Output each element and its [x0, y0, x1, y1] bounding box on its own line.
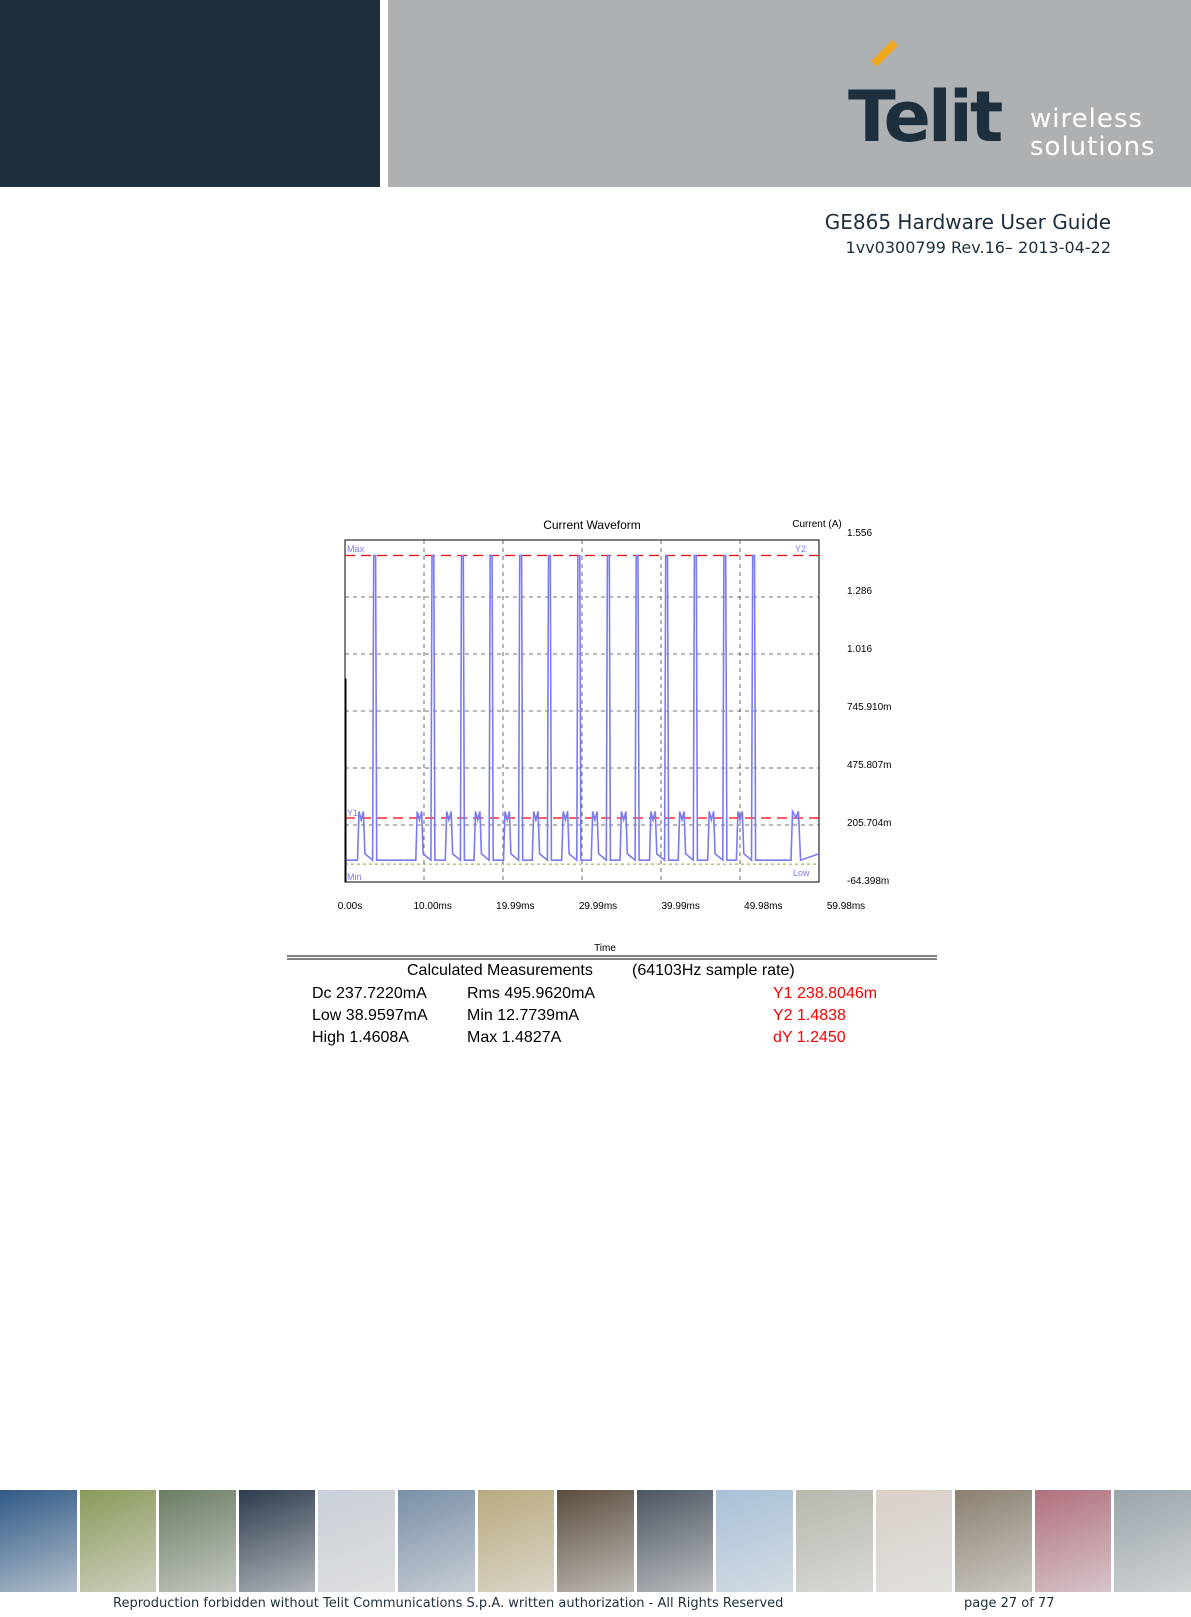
footer-photo-tile	[1114, 1490, 1191, 1592]
burst-peak-point	[520, 555, 521, 556]
footer-image-strip	[0, 1490, 1191, 1592]
footer-photo-tile	[1035, 1490, 1112, 1592]
x-tick-label: 29.99ms	[578, 901, 618, 912]
burst-peak-point	[374, 555, 375, 556]
header-dark-panel	[0, 0, 380, 187]
x-tick-label: 10.00ms	[413, 901, 452, 912]
burst-peak-point	[608, 555, 609, 556]
y-tick-label: 1.286	[847, 586, 873, 597]
footer-photo-tile	[637, 1490, 714, 1592]
meas-rms: Rms 495.9620mA	[467, 985, 596, 1002]
footer-photo-tile	[159, 1490, 236, 1592]
burst-peak-point	[432, 555, 433, 556]
logo-tagline-line2: solutions	[1030, 132, 1156, 162]
y-axis-label: Current (A)	[792, 519, 842, 530]
x-axis-label: Time	[594, 943, 616, 954]
meas-dc: Dc 237.7220mA	[312, 985, 427, 1002]
cursor-label-y2: Y2	[795, 544, 807, 554]
burst-peak-point	[753, 555, 754, 556]
footer-photo-tile	[716, 1490, 793, 1592]
footer-page-number: page 27 of 77	[964, 1596, 1055, 1611]
footer-photo-tile	[478, 1490, 555, 1592]
x-tick-label: 59.98ms	[826, 901, 866, 912]
x-tick-label: 39.99ms	[661, 901, 700, 912]
meas-y2: Y2 1.4838	[773, 1007, 846, 1024]
cursor-label-y1: Y1	[347, 808, 359, 819]
y-tick-label: 1.016	[847, 644, 873, 655]
cursor-label-low: Low	[793, 868, 810, 878]
burst-peak-point	[578, 555, 579, 556]
measurements-title: Calculated Measurements	[407, 962, 593, 979]
footer-photo-tile	[239, 1490, 316, 1592]
telit-logo	[848, 60, 1156, 170]
meas-y1: Y1 238.8046m	[773, 985, 878, 1002]
footer-photo-tile	[955, 1490, 1032, 1592]
logo-brand-text: Telit	[848, 76, 1001, 158]
burst-peak-point	[491, 555, 492, 556]
y-tick-label: 745.910m	[847, 702, 892, 713]
footer-photo-tile	[876, 1490, 953, 1592]
x-tick-label: 0.00s	[337, 901, 363, 912]
meas-high: High 1.4608A	[312, 1029, 409, 1046]
footer-copyright-notice: Reproduction forbidden without Telit Communications S.p.A. written authorization - All Rights Reserved	[113, 1596, 784, 1611]
footer-photo-tile	[0, 1490, 77, 1592]
current-waveform-chart	[287, 515, 937, 955]
chart-title: Current Waveform	[543, 518, 641, 532]
document-title: GE865 Hardware User Guide	[824, 210, 1111, 234]
burst-peak-point	[636, 555, 637, 556]
y-tick-label: 1.556	[847, 528, 873, 539]
logo-tagline-line1: wireless	[1030, 104, 1143, 134]
measurements-sample-rate: (64103Hz sample rate)	[632, 962, 795, 979]
cursor-label-max: Max	[347, 544, 365, 554]
burst-peak-point	[695, 555, 696, 556]
footer-photo-tile	[557, 1490, 634, 1592]
y-tick-label: -64.398m	[847, 876, 890, 887]
burst-peak-point	[549, 555, 550, 556]
burst-peak-point	[462, 555, 463, 556]
document-revision: 1vv0300799 Rev.16– 2013-04-22	[845, 238, 1111, 257]
cursor-label-min: Min	[347, 872, 362, 882]
burst-peak-point	[724, 555, 725, 556]
footer-photo-tile	[318, 1490, 395, 1592]
y-tick-label: 205.704m	[847, 818, 892, 829]
meas-low: Low 38.9597mA	[312, 1007, 428, 1024]
burst-peak-point	[666, 555, 667, 556]
y-tick-label: 475.807m	[847, 760, 892, 771]
footer-photo-tile	[796, 1490, 873, 1592]
x-tick-label: 49.98ms	[744, 901, 783, 912]
measurements-separator	[287, 954, 937, 962]
x-tick-label: 19.99ms	[496, 901, 535, 912]
meas-dy: dY 1.2450	[773, 1029, 846, 1046]
meas-max: Max 1.4827A	[467, 1029, 562, 1046]
current-waveform-figure	[287, 515, 937, 1055]
footer-photo-tile	[80, 1490, 157, 1592]
footer-photo-tile	[398, 1490, 475, 1592]
meas-min: Min 12.7739mA	[467, 1007, 580, 1024]
